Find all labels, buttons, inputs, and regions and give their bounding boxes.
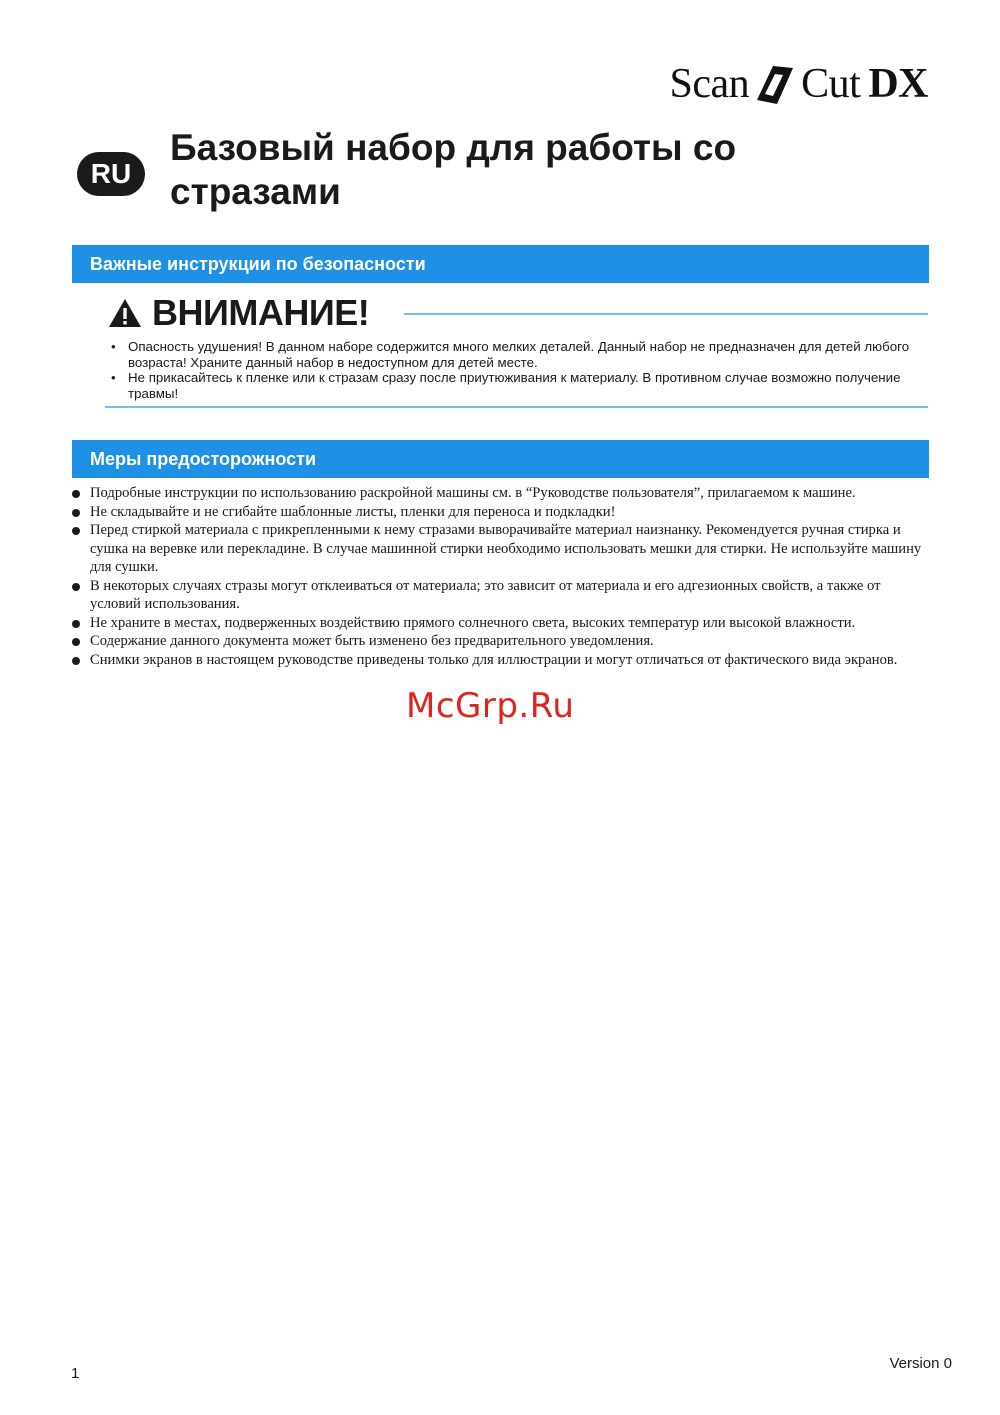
logo-scan-text: Scan	[669, 61, 750, 107]
precaution-item: В некоторых случаях стразы могут отклеиваться от материала; это зависит от материала и его адгезионных свойств, а также от условий использования.	[72, 577, 928, 614]
version-label: Version 0	[889, 1355, 952, 1372]
warning-divider	[404, 313, 928, 315]
precaution-item: Снимки экранов в настоящем руководстве приведены только для иллюстрации и могут отличаться от фактического вида экранов.	[72, 651, 928, 670]
brand-logo	[669, 56, 928, 112]
logo-cut-text: Cut	[801, 61, 861, 107]
precaution-item: Не складывайте и не сгибайте шаблонные листы, пленки для переноса и подкладки!	[72, 503, 928, 522]
warning-triangle-icon	[108, 298, 142, 328]
precaution-item: Содержание данного документа может быть изменено без предварительного уведомления.	[72, 632, 928, 651]
watermark: McGrp.Ru	[406, 686, 575, 726]
precaution-item: Подробные инструкции по использованию раскройной машины см. в “Руководстве пользователя”, прилагаемом к машине.	[72, 484, 928, 503]
precaution-item: Не храните в местах, подверженных воздействию прямого солнечного света, высоких температур или высокой влажности.	[72, 614, 928, 633]
precautions-section-heading: Меры предосторожности	[72, 440, 929, 478]
warning-item: • Опасность удушения! В данном наборе содержится много мелких деталей. Данный набор не предназначен для детей любого возраста! Храните данный набор в недоступном для детей месте.	[108, 339, 928, 370]
page-title: Базовый набор для работы со стразами	[170, 127, 737, 212]
warning-list	[108, 339, 928, 401]
precautions-list	[72, 484, 928, 669]
page-number: 1	[71, 1365, 80, 1382]
precaution-item: Перед стиркой материала с прикрепленными к нему стразами выворачивайте материал наизнанку. Рекомендуется ручная стирка и сушка на веревке или перекладине. В случае машинной стирки необходимо использовать мешки для стирки. Не используйте машину для сушки.	[72, 521, 928, 577]
logo-n-mark-icon	[753, 60, 797, 108]
warning-bottom-divider	[105, 406, 928, 408]
logo-dx-text: DX	[868, 61, 928, 107]
safety-section-heading: Важные инструкции по безопасности	[72, 245, 929, 283]
language-badge: RU	[77, 152, 145, 196]
warning-header	[108, 292, 369, 334]
warning-title: ВНИМАНИЕ!	[152, 292, 370, 333]
warning-item: • Не прикасайтесь к пленке или к стразам сразу после приутюживания к материалу. В противном случае возможно получение травмы!	[108, 370, 928, 401]
